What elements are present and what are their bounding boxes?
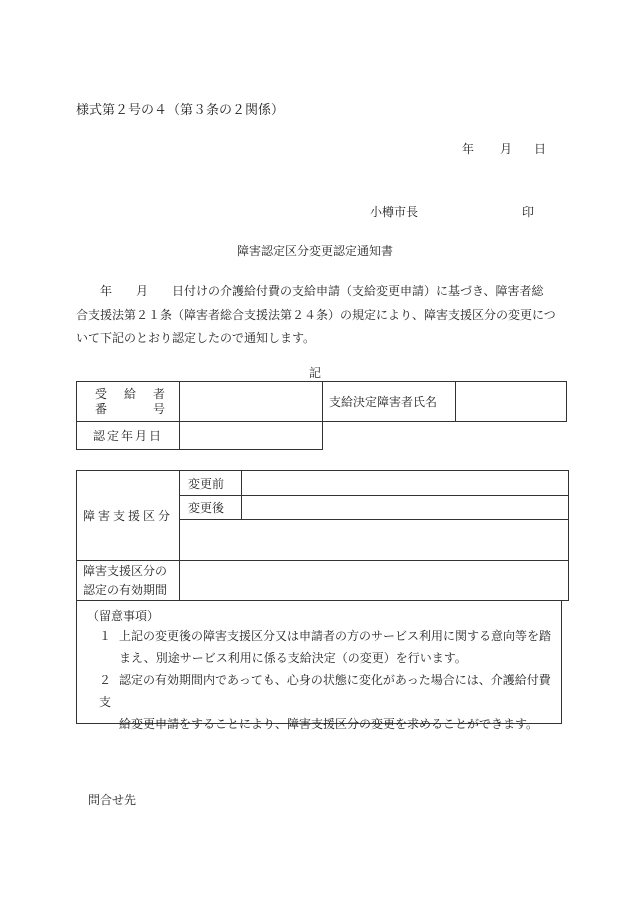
seal-mark: 印 bbox=[522, 205, 535, 219]
validity-period-field[interactable] bbox=[180, 561, 569, 601]
notification-body bbox=[76, 280, 562, 351]
recipient-number-label: 受 給 者 番 号 bbox=[77, 382, 180, 422]
cert-date-field[interactable] bbox=[180, 422, 323, 450]
issue-date bbox=[462, 140, 546, 157]
body-line: 合支援法第２１条（障害者総合支援法第２４条）の規定により、障害支援区分の変更につ bbox=[76, 307, 556, 322]
notes-header: （留意事項） bbox=[87, 609, 160, 623]
category-table bbox=[76, 470, 569, 601]
ki-mark: 記 bbox=[308, 366, 321, 380]
category-extra-field[interactable] bbox=[180, 520, 569, 561]
contact-label: 問合せ先 bbox=[88, 793, 137, 807]
recipient-table bbox=[76, 381, 567, 422]
validity-period-label: 障害支援区分の 認定の有効期間 bbox=[77, 561, 180, 601]
document-title: 障害認定区分変更認定通知書 bbox=[236, 244, 393, 258]
category-label: 障害支援区分 bbox=[77, 471, 180, 561]
before-label: 変更前 bbox=[180, 471, 242, 496]
form-number: 様式第２号の４（第３条の２関係） bbox=[76, 103, 285, 118]
date-year: 年 bbox=[462, 142, 475, 156]
after-field[interactable] bbox=[242, 496, 569, 520]
note-item-2: ２ 認定の有効期間内であっても、心身の状態に変化があった場合には、介護給付費支 給変更申請をすることにより、障害支援区分の変更を求めることができます。 bbox=[99, 673, 551, 731]
mayor-title: 小樽市長 bbox=[370, 205, 419, 219]
recipient-name-field[interactable] bbox=[456, 382, 567, 422]
recipient-number-field[interactable] bbox=[180, 382, 323, 422]
after-label: 変更後 bbox=[180, 496, 242, 520]
cert-date-table bbox=[76, 421, 323, 450]
note-item-1: １ 上記の変更後の障害支援区分又は申請者の方のサービス利用に関する意向等を踏 まえ、別途サービス利用に係る支給決定（の変更）を行います。 bbox=[99, 629, 552, 665]
recipient-name-label: 支給決定障害者氏名 bbox=[323, 382, 456, 422]
body-line: 年 月 日付けの介護給付費の支給申請（支給変更申請）に基づき、障害者総 bbox=[76, 284, 544, 298]
body-line: いて下記のとおり認定したので通知します。 bbox=[76, 331, 316, 345]
before-field[interactable] bbox=[242, 471, 569, 496]
notes-box bbox=[76, 600, 562, 731]
date-day: 日 bbox=[534, 142, 547, 156]
cert-date-label: 認定年月日 bbox=[77, 422, 180, 450]
date-month: 月 bbox=[500, 142, 513, 156]
